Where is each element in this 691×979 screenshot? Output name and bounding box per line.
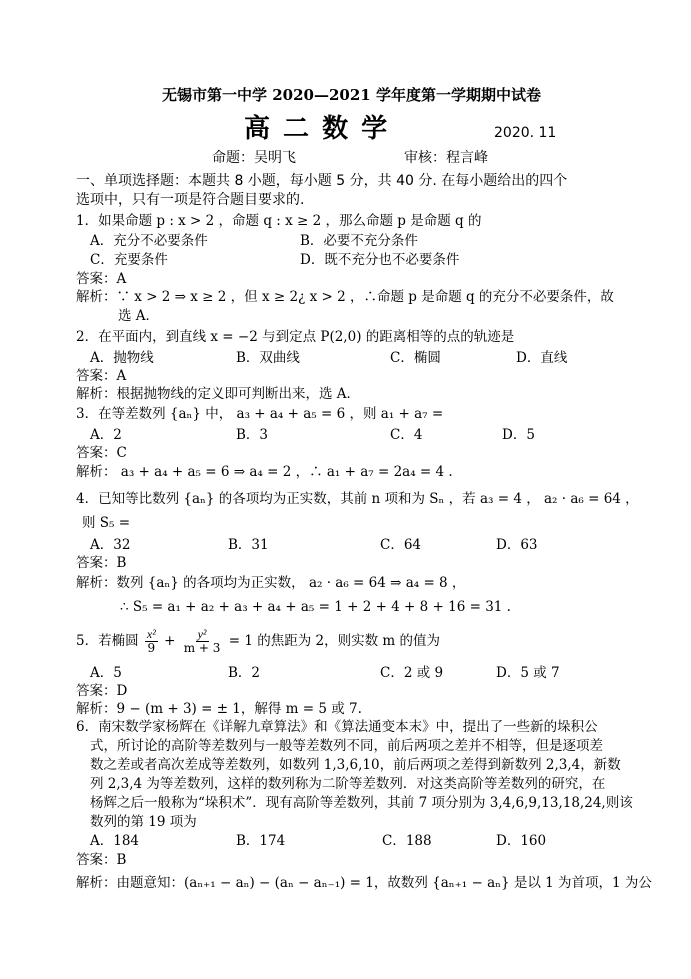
q6-stem-line3: 数之差或者高次差成等差数列，如数列 1,3,6,10，前后两项之差得到新数列 2,3,4，新数	[90, 757, 621, 773]
section-heading-line1: 一、单项选择题：本题共 8 小题，每小题 5 分，共 40 分. 在每小题给出的四个	[76, 173, 568, 189]
q6-analysis-line1: 解析：由题意知：(aₙ₊₁ − aₙ) − (aₙ − aₙ₋₁) = 1，故数列 {aₙ₊₁ − aₙ} 是以 1 为首项，1 为公	[76, 875, 652, 891]
question-5-stem	[76, 626, 440, 656]
q6-stem-line1: 6．南宋数学家杨辉在《详解九章算法》和《算法通变本末》中，提出了一些新的垛积公	[76, 719, 598, 735]
q1-option-c: C．充要条件	[90, 252, 168, 268]
question-4-stem: 4．已知等比数列 {aₙ} 的各项均为正实数，其前 n 项和为 Sₙ ，若 a₃ = 4 ， a₂ · a₆ = 64 ，	[76, 491, 639, 507]
q5-fraction-x	[145, 628, 158, 655]
q5-plus: +	[164, 633, 176, 649]
q6-answer: 答案：B	[76, 852, 127, 868]
question-1-stem: 1．如果命题 p : x > 2 ，命题 q : x ≥ 2 ，那么命题 p 是命题 q 的	[76, 213, 482, 229]
q1-option-b: B．必要不充分条件	[300, 233, 418, 249]
q6-stem-line4: 列 2,3,4 为等差数列，这样的数列称为二阶等差数列．对这类高阶等差数列的研究，在	[90, 776, 606, 792]
q2-option-b: B．双曲线	[236, 350, 300, 366]
question-2-stem: 2．在平面内，到直线 x = −2 与到定点 P(2,0) 的距离相等的点的轨迹是	[76, 329, 515, 345]
author-line: 命题：吴明飞	[212, 150, 296, 166]
q2-option-d: D．直线	[516, 350, 568, 366]
q4-option-c: C．64	[380, 537, 422, 553]
q5-frac1-num: x²	[146, 627, 156, 641]
exam-date: 2020. 11	[494, 125, 557, 141]
q4-option-d: D．63	[496, 537, 538, 553]
q3-option-d: D．5	[502, 427, 535, 443]
q5-frac2-num: y²	[197, 627, 207, 641]
q6-stem-line6: 数列的第 19 项为	[90, 814, 197, 830]
q6-option-c: C．188	[382, 833, 432, 849]
q5-frac1-den: 9	[147, 641, 156, 655]
q6-option-a: A．184	[90, 833, 140, 849]
q4-analysis-line1: 解析：数列 {aₙ} 的各项均为正实数， a₂ · a₆ = 64 ⇒ a₄ = 8 ，	[76, 575, 466, 591]
q3-analysis: 解析： a₃ + a₄ + a₅ = 6 ⇒ a₄ = 2 ，∴ a₁ + a₇ = 2a₄ = 4 .	[76, 464, 453, 480]
q3-option-a: A．2	[90, 427, 122, 443]
q5-fraction-y	[182, 628, 223, 655]
q2-analysis: 解析：根据抛物线的定义即可判断出来，选 A．	[76, 386, 361, 402]
section-heading-line2: 选项中，只有一项是符合题目要求的.	[76, 192, 305, 208]
q5-stem-post: = 1 的焦距为 2，则实数 m 的值为	[228, 633, 440, 649]
q5-answer: 答案：D	[76, 683, 128, 699]
q1-analysis-line2: 选 A．	[118, 308, 160, 324]
grade-title: 高 二 数 学	[244, 114, 390, 144]
q2-answer: 答案：A	[76, 368, 127, 384]
q2-option-c: C．椭圆	[390, 350, 441, 366]
q1-option-d: D．既不充分也不必要条件	[300, 252, 460, 268]
q1-analysis-line1: 解析：∵ x > 2 ⇒ x ≥ 2 ，但 x ≥ 2¿ x > 2 ，∴命题 p 是命题 q 的充分不必要条件，故	[76, 289, 614, 305]
reviewer-line: 审核：程言峰	[404, 150, 488, 166]
q3-option-c: C．4	[390, 427, 423, 443]
q6-option-b: B．174	[236, 833, 286, 849]
q3-answer: 答案：C	[76, 445, 127, 461]
q6-stem-line2: 式，所讨论的高阶等差数列与一般等差数列不同，前后两项之差并不相等，但是逐项差	[90, 738, 603, 754]
q5-option-a: A．5	[90, 665, 122, 681]
q3-option-b: B．3	[236, 427, 269, 443]
q4-option-a: A．32	[90, 537, 131, 553]
q5-option-c: C．2 或 9	[380, 665, 444, 681]
q5-analysis: 解析：9 − (m + 3) = ± 1，解得 m = 5 或 7.	[76, 701, 362, 717]
q6-option-d: D．160	[496, 833, 547, 849]
q1-answer: 答案：A	[76, 271, 127, 287]
q5-stem-pre: 5．若椭圆	[76, 633, 139, 649]
q6-stem-line5: 杨辉之后一般称为“垛积术”．现有高阶等差数列，其前 7 项分别为 3,4,6,9,13,18,24,则该	[90, 795, 633, 811]
q5-frac2-den: m + 3	[183, 641, 221, 655]
question-3-stem: 3．在等差数列 {aₙ} 中， a₃ + a₄ + a₅ = 6 ，则 a₁ + a₇ =	[76, 406, 444, 422]
school-title: 无锡市第一中学 2020—2021 学年度第一学期期中试卷	[162, 86, 541, 104]
q1-option-a: A．充分不必要条件	[90, 233, 208, 249]
q4-answer: 答案：B	[76, 555, 127, 571]
q5-option-b: B．2	[228, 665, 261, 681]
question-4-stem-line2: 则 S₅ =	[82, 515, 131, 531]
q4-analysis-line2: ∴ S₅ = a₁ + a₂ + a₃ + a₄ + a₅ = 1 + 2 + 4 + 8 + 16 = 31 .	[120, 599, 511, 615]
q5-option-d: D．5 或 7	[496, 665, 560, 681]
q4-option-b: B．31	[228, 537, 269, 553]
q2-option-a: A．抛物线	[90, 350, 154, 366]
